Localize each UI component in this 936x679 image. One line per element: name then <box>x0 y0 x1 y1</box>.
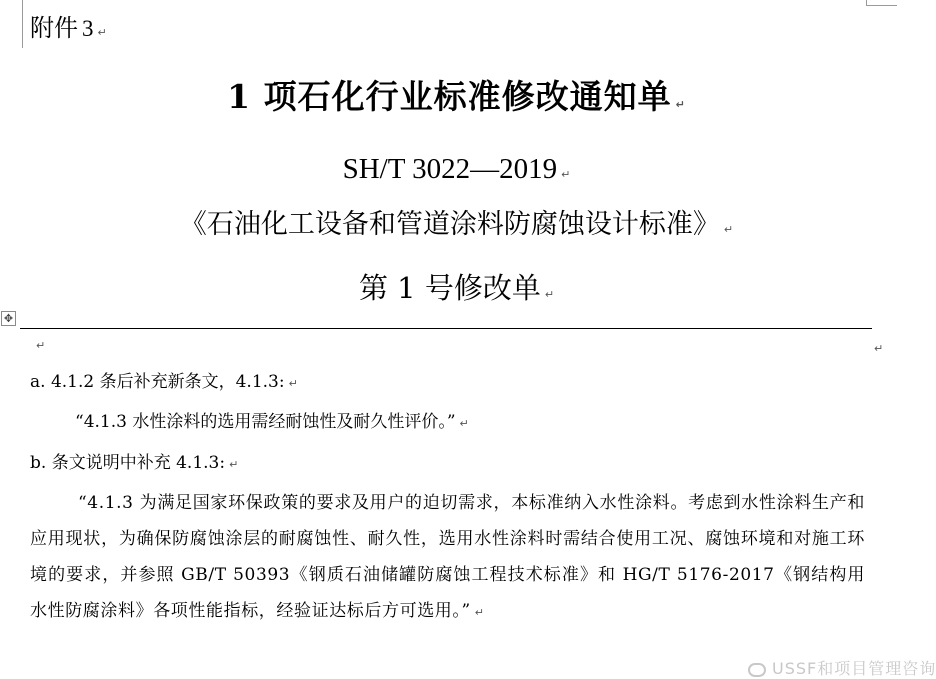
standard-code-text: SH/T 3022—2019 <box>342 153 558 185</box>
paragraph-mark: ↵ <box>229 458 239 471</box>
horizontal-rule <box>20 328 872 329</box>
item-a-quote <box>75 410 910 436</box>
item-a <box>30 370 865 396</box>
move-handle-glyph: ✥ <box>3 312 14 325</box>
paragraph-mark: ↵ <box>459 417 469 430</box>
paragraph-mark: ↵ <box>675 98 686 111</box>
item-a-text: a. 4.1.2 条后补充新条文，4.1.3: <box>30 372 285 392</box>
crop-mark-top-left <box>22 0 23 48</box>
standard-name <box>0 206 913 249</box>
paragraph-mark: ↵ <box>561 168 571 181</box>
table-move-handle-icon[interactable] <box>1 311 16 326</box>
watermark <box>748 656 936 679</box>
document-title-text: 1 项石化行业标准修改通知单 <box>227 77 672 116</box>
watermark-text: USSF和项目管理咨询 <box>772 659 936 678</box>
annex-label <box>30 12 107 49</box>
amendment-number-text: 第 1 号修改单 <box>358 271 541 305</box>
wechat-icon <box>748 663 766 677</box>
paragraph-mark: ↵ <box>874 342 884 355</box>
paragraph-mark: ↵ <box>544 288 555 301</box>
item-b-text: b. 条文说明中补充 4.1.3: <box>30 453 226 473</box>
paragraph-mark: ↵ <box>36 339 46 352</box>
item-b-quote-text: “4.1.3 为满足国家环保政策的要求及用户的迫切需求，本标准纳入水性涂料。考虑到水性涂料生产和应用现状，为确保防腐蚀涂层的耐腐蚀性、耐久性，选用水性涂料时需结合使用工况、腐蚀环境和对施工环境的要求，并参照 GB/T 50393《钢质石油储罐防腐蚀工程技术标准》和 HG/T 5176-2017《钢结构用水性防腐涂料》各项性能指标，经验证达标后方可选用。” <box>30 493 865 621</box>
amendment-number <box>0 268 913 315</box>
annex-text: 附件 <box>30 14 78 42</box>
annex-number: 3 <box>82 16 94 41</box>
paragraph-mark: ↵ <box>288 377 298 390</box>
item-b <box>30 451 865 477</box>
paragraph-mark: ↵ <box>97 26 107 39</box>
crop-mark-top-right <box>866 0 897 6</box>
document-title <box>0 75 913 127</box>
paragraph-mark: ↵ <box>474 606 485 619</box>
paragraph-mark: ↵ <box>723 223 734 236</box>
standard-code <box>0 150 913 194</box>
item-a-quote-text: “4.1.3 水性涂料的选用需经耐蚀性及耐久性评价。” <box>75 412 456 432</box>
item-b-quote <box>30 485 865 631</box>
standard-name-text: 《石油化工设备和管道涂料防腐蚀设计标准》 <box>179 209 720 240</box>
